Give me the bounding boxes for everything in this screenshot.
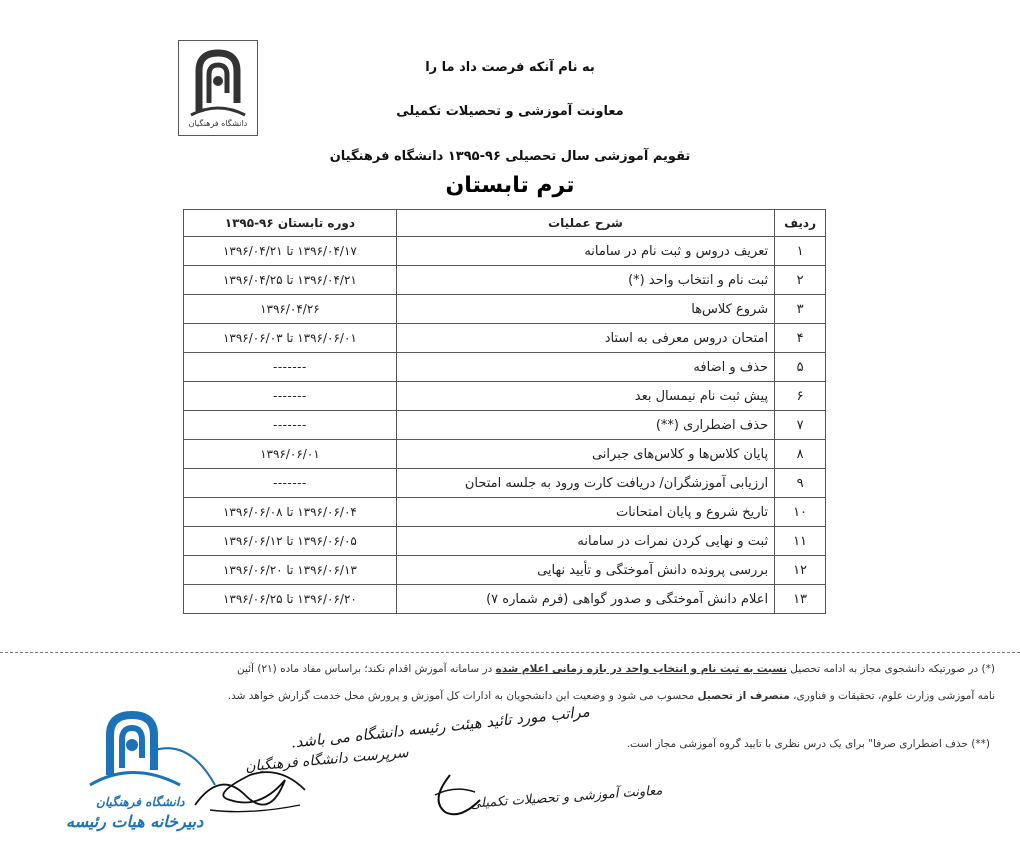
- term-title: ترم تابستان: [445, 173, 575, 198]
- row-date: ۱۳۹۶/۰۴/۲۶: [184, 295, 397, 324]
- table-row: [184, 353, 826, 382]
- footnote-2: (**) حذف اضطراری صرفا" برای یک درس نظری با تایید گروه آموزشی مجاز است.: [626, 738, 990, 750]
- row-date: ۱۳۹۶/۰۶/۰۵ تا ۱۳۹۶/۰۶/۱۲: [184, 527, 397, 556]
- row-desc: ثبت و نهایی کردن نمرات در سامانه: [396, 527, 774, 556]
- row-date: ۱۳۹۶/۰۶/۱۳ تا ۱۳۹۶/۰۶/۲۰: [184, 556, 397, 585]
- table-row: [184, 266, 826, 295]
- row-date: -------: [184, 382, 397, 411]
- header-bismillah: به نام آنکه فرصت داد ما را: [425, 60, 595, 75]
- row-num: ۱: [775, 237, 826, 266]
- row-date: -------: [184, 411, 397, 440]
- row-desc: بررسی پرونده دانش آموختگی و تأیید نهایی: [396, 556, 774, 585]
- row-date: ۱۳۹۶/۰۶/۰۱ تا ۱۳۹۶/۰۶/۰۳: [184, 324, 397, 353]
- row-num: ۸: [775, 440, 826, 469]
- row-num: ۱۳: [775, 585, 826, 614]
- footnote-1-part-d: نامه آموزشی وزارت علوم، تحقیقات و فناوری،: [793, 690, 995, 702]
- table-row: [184, 498, 826, 527]
- table-row: [184, 324, 826, 353]
- handwritten-deputy: معاونت آموزشی و تحصیلات تکمیلی: [469, 783, 663, 812]
- footnote-1-emphasis: نسبت به ثبت نام و انتخاب واحد در بازه زمانی اعلام شده: [495, 663, 787, 675]
- footnote-1-part-a: (*) در صورتیکه دانشجوی مجاز به ادامه تحصیل: [790, 663, 995, 675]
- header-title: تقویم آموزشی سال تحصیلی ۹۶-۱۳۹۵ دانشگاه فرهنگیان: [329, 149, 691, 164]
- row-desc: تاریخ شروع و پایان امتحانات: [396, 498, 774, 527]
- row-num: ۱۰: [775, 498, 826, 527]
- row-date: ۱۳۹۶/۰۶/۲۰ تا ۱۳۹۶/۰۶/۲۵: [184, 585, 397, 614]
- row-desc: ارزیابی آموزشگران/ دریافت کارت ورود به جلسه امتحان: [396, 469, 774, 498]
- header-department: معاونت آموزشی و تحصیلات تکمیلی: [396, 104, 624, 119]
- row-desc: امتحان دروس معرفی به استاد: [396, 324, 774, 353]
- stamp-secretariat: دبیرخانه هیات رئیسه: [66, 812, 204, 831]
- calendar-table: [183, 209, 826, 614]
- row-desc: ثبت نام و انتخاب واحد (*): [396, 266, 774, 295]
- row-date: ۱۳۹۶/۰۴/۱۷ تا ۱۳۹۶/۰۴/۲۱: [184, 237, 397, 266]
- row-num: ۶: [775, 382, 826, 411]
- table-row: [184, 527, 826, 556]
- row-num: ۵: [775, 353, 826, 382]
- stamp-university: دانشگاه فرهنگیان: [96, 795, 185, 809]
- table-row: [184, 237, 826, 266]
- footnote-1-part-f: محسوب می شود و وضعیت این دانشجویان به ادارات کل آموزش و پرورش محل خدمت گزارش خواهد شد.: [227, 690, 695, 702]
- table-row: [184, 382, 826, 411]
- row-desc: حذف و اضافه: [396, 353, 774, 382]
- row-num: ۹: [775, 469, 826, 498]
- col-header-date: دوره تابستان ۹۶-۱۳۹۵: [184, 210, 397, 237]
- logo-caption: دانشگاه فرهنگیان: [188, 119, 248, 128]
- row-date: ۱۳۹۶/۰۴/۲۱ تا ۱۳۹۶/۰۴/۲۵: [184, 266, 397, 295]
- table-row: [184, 556, 826, 585]
- footnote-1-part-c: در سامانه آموزش اقدام نکند؛ براساس مفاد ماده (۲۱) آئین: [236, 663, 493, 675]
- row-date: -------: [184, 469, 397, 498]
- row-desc: پایان کلاس‌ها و کلاس‌های جبرانی: [396, 440, 774, 469]
- footnote-divider: [0, 652, 1020, 653]
- row-desc: اعلام دانش آموختگی و صدور گواهی (فرم شماره ۷): [396, 585, 774, 614]
- row-num: ۱۱: [775, 527, 826, 556]
- col-header-desc: شرح عملیات: [396, 210, 774, 237]
- row-num: ۴: [775, 324, 826, 353]
- row-num: ۳: [775, 295, 826, 324]
- footnote-1-withdrawn: منصرف از تحصیل: [697, 690, 790, 702]
- row-date: ۱۳۹۶/۰۶/۰۱: [184, 440, 397, 469]
- table-row: [184, 295, 826, 324]
- handwritten-approval: مراتب مورد تائید هیئت رئیسه دانشگاه می باشد.: [289, 702, 591, 752]
- table-row: [184, 440, 826, 469]
- row-date: -------: [184, 353, 397, 382]
- footnote-1: [20, 663, 995, 677]
- table-row: [184, 469, 826, 498]
- signature-2-icon: [420, 770, 490, 820]
- table-row: [184, 411, 826, 440]
- handwritten-signer-title: سرپرست دانشگاه فرهنگیان: [244, 744, 410, 776]
- row-num: ۲: [775, 266, 826, 295]
- table-row: [184, 585, 826, 614]
- row-desc: تعریف دروس و ثبت نام در سامانه: [396, 237, 774, 266]
- row-desc: حذف اضطراری (**): [396, 411, 774, 440]
- row-date: ۱۳۹۶/۰۶/۰۴ تا ۱۳۹۶/۰۶/۰۸: [184, 498, 397, 527]
- col-header-num: ردیف: [775, 210, 826, 237]
- row-num: ۷: [775, 411, 826, 440]
- row-desc: پیش ثبت نام نیمسال بعد: [396, 382, 774, 411]
- table-header-row: [184, 210, 826, 237]
- row-num: ۱۲: [775, 556, 826, 585]
- row-desc: شروع کلاس‌ها: [396, 295, 774, 324]
